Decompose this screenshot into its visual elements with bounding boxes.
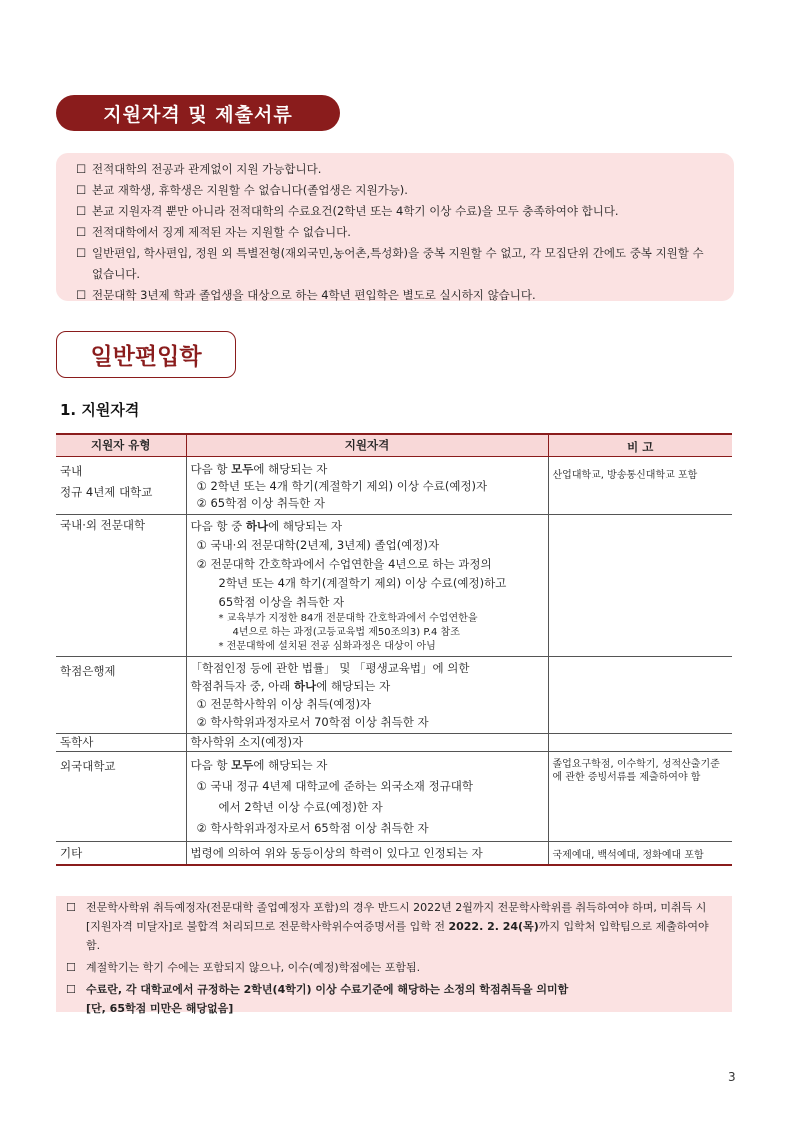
page-title: 일반편입학 — [56, 331, 236, 378]
qual-item: ② 학사학위과정자로서 65학점 이상 취득한 자 — [196, 820, 429, 835]
cell-qualification: 학사학위 소지(예정)자 — [186, 733, 548, 751]
cell-note: 산업대학교, 방송통신대학교 포함 — [548, 456, 732, 514]
cell-type: 국내·외 전문대학 — [56, 514, 186, 656]
qual-item-cont: 에서 2학년 이상 수료(예정)한 자 — [218, 799, 383, 814]
cell-qualification — [186, 656, 548, 733]
notice-item — [76, 180, 714, 201]
qual-item-cont: 65학점 이상을 취득한 자 — [218, 594, 345, 609]
notice-text: 계절학기는 학기 수에는 포함되지 않으나, 이수(예정)학점에는 포함됨. — [86, 961, 421, 974]
qual-item-cont: 2학년 또는 4개 학기(계절학기 제외) 이상 수료(예정)하고 — [218, 575, 507, 590]
cell-qualification — [186, 514, 548, 656]
qual-footnote: * 전문대학에 설치된 전공 심화과정은 대상이 아님 — [218, 640, 436, 652]
cell-type: 기타 — [56, 841, 186, 865]
qual-item: ① 국내·외 전문대학(2년제, 3년제) 졸업(예정)자 — [196, 537, 440, 552]
table-row — [56, 514, 732, 656]
notice-text: 전문대학 3년제 학과 졸업생을 대상으로 하는 4학년 편입학은 별도로 실시하지 않습니다. — [92, 288, 536, 302]
checkbox-icon: ☐ — [66, 901, 76, 914]
notice-text: 일반편입, 학사편입, 정원 외 특별전형(재외국민,농어촌,특성화)을 중복 지원할 수 없고, 각 모집단위 간에도 중복 지원할 수 없습니다. — [92, 246, 704, 281]
type-text: 국내 — [60, 463, 83, 478]
cell-note: 국제예대, 백석예대, 정화예대 포함 — [548, 841, 732, 865]
notice-item — [66, 958, 722, 977]
table-row — [56, 656, 732, 733]
cell-type: 외국대학교 — [56, 751, 186, 841]
cell-qualification — [186, 751, 548, 841]
cell-note — [548, 733, 732, 751]
checkbox-icon: ☐ — [76, 204, 87, 218]
checkbox-icon: ☐ — [76, 183, 87, 197]
notice-item — [76, 285, 714, 306]
notice-item — [76, 201, 714, 222]
notice-text: 수료란, 각 대학교에서 규정하는 2학년(4학기) 이상 수료기준에 해당하는 소정의 학점취득을 의미함 [단, 65학점 미만은 해당없음] — [86, 983, 569, 1015]
checkbox-icon: ☐ — [66, 961, 76, 974]
checkbox-icon: ☐ — [66, 983, 76, 996]
cell-type: 학점은행제 — [56, 656, 186, 733]
type-text: 정규 4년제 대학교 — [60, 484, 153, 499]
page-number: 3 — [728, 1070, 736, 1084]
qual-item: ② 전문대학 간호학과에서 수업연한을 4년으로 하는 과정의 — [196, 556, 492, 571]
subheading: 1. 지원자격 — [60, 401, 140, 419]
notice-item — [76, 159, 714, 180]
notice-item — [66, 898, 722, 955]
qual-footnote: 4년으로 하는 과정(고등교육법 제50조의3) P.4 참조 — [232, 626, 460, 638]
qual-item: ① 국내 정규 4년제 대학교에 준하는 외국소재 정규대학 — [196, 778, 474, 793]
qual-lead: 「학점인정 등에 관한 법률」 및 「평생교육법」에 의한 — [190, 660, 470, 675]
qual-item: ① 전문학사학위 이상 취득(예정)자 — [196, 696, 372, 711]
checkbox-icon: ☐ — [76, 162, 87, 176]
cell-type: 독학사 — [56, 733, 186, 751]
qual-item: ② 65학점 이상 취득한 자 — [196, 495, 325, 510]
notice-text: 전적대학에서 징계 제적된 자는 지원할 수 없습니다. — [92, 225, 351, 239]
qual-lead: 다음 항 중 하나에 해당되는 자 — [190, 518, 343, 533]
table-row — [56, 841, 732, 865]
qualification-table — [56, 433, 732, 866]
notice-box — [56, 153, 734, 301]
cell-note: 졸업요구학점, 이수학기, 성적산출기준에 관한 증빙서류를 제출하여야 함 — [548, 751, 732, 841]
notice-item — [66, 980, 722, 1018]
notice-text: 본교 재학생, 휴학생은 지원할 수 없습니다(졸업생은 지원가능). — [92, 183, 408, 197]
cell-qualification: 법령에 의하여 위와 동등이상의 학력이 있다고 인정되는 자 — [186, 841, 548, 865]
qual-lead: 학점취득자 중, 아래 하나에 해당되는 자 — [190, 678, 391, 693]
bottom-notice-box — [56, 896, 732, 1015]
qual-item: ① 2학년 또는 4개 학기(계절학기 제외) 이상 수료(예정)자 — [196, 478, 488, 493]
checkbox-icon: ☐ — [76, 225, 87, 239]
cell-qualification — [186, 456, 548, 514]
notice-item — [76, 243, 714, 285]
section-header: 지원자격 및 제출서류 — [56, 95, 340, 131]
table-row — [56, 751, 732, 841]
checkbox-icon: ☐ — [76, 288, 87, 302]
col-header-note: 비 고 — [548, 434, 732, 456]
col-header-type: 지원자 유형 — [56, 434, 186, 456]
notice-text: 전문학사학위 취득예정자(전문대학 졸업예정자 포함)의 경우 반드시 2022년 2월까지 전문학사학위를 취득하여야 하며, 미취득 시 [지원자격 미달자]로 불합격 처리되므로 전문학사학위수여증명서를 입학 전 2022. 2. 24(목)까지 입학처 입학팀으로 제출하여야 함. — [86, 901, 709, 952]
cell-note — [548, 514, 732, 656]
qual-item: ② 학사학위과정자로서 70학점 이상 취득한 자 — [196, 714, 429, 729]
cell-type — [56, 456, 186, 514]
qual-lead: 다음 항 모두에 해당되는 자 — [190, 461, 328, 476]
notice-text: 본교 지원자격 뿐만 아니라 전적대학의 수료요건(2학년 또는 4학기 이상 수료)을 모두 충족하여야 합니다. — [92, 204, 619, 218]
notice-item — [76, 222, 714, 243]
checkbox-icon: ☐ — [76, 246, 87, 260]
cell-note — [548, 656, 732, 733]
table-row — [56, 733, 732, 751]
qual-footnote: * 교육부가 지정한 84개 전문대학 간호학과에서 수업연한을 — [218, 612, 478, 624]
table-row — [56, 456, 732, 514]
notice-text: 전적대학의 전공과 관계없이 지원 가능합니다. — [92, 162, 322, 176]
col-header-qualification: 지원자격 — [186, 434, 548, 456]
qual-lead: 다음 항 모두에 해당되는 자 — [190, 757, 328, 772]
